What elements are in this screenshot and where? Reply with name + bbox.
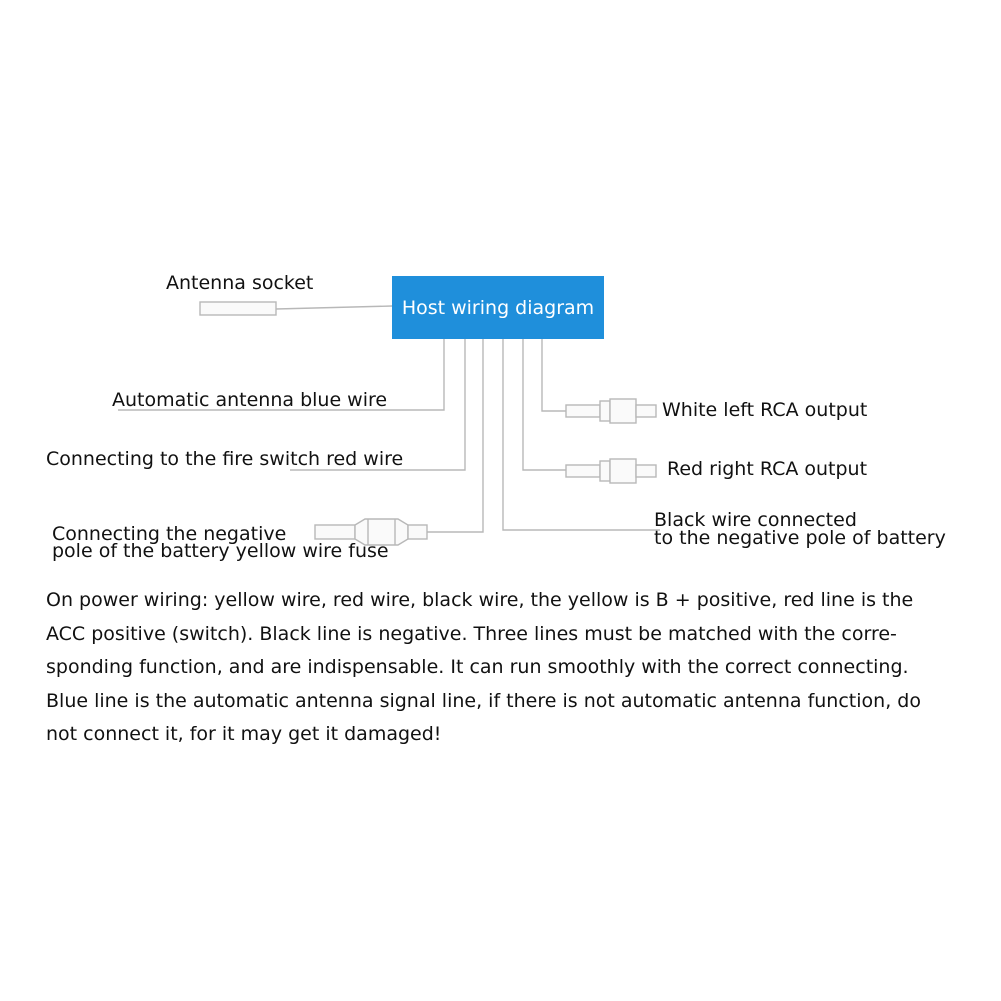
fire-switch-label: Connecting to the fire switch red wire: [46, 448, 404, 470]
description-line: sponding function, and are indispensable. It can run smoothly with the correct connecting.: [46, 656, 909, 678]
red-rca-plug: [566, 459, 656, 483]
description-line: On power wiring: yellow wire, red wire, black wire, the yellow is B + positive, red line is the: [46, 589, 914, 611]
negative-pole-label-line1: Connecting the negative: [52, 523, 287, 545]
white-rca-label: White left RCA output: [662, 399, 868, 421]
antenna-socket-label: Antenna socket: [166, 272, 314, 294]
black-wire-label-line2: to the negative pole of battery: [654, 527, 946, 549]
auto-antenna-label: Automatic antenna blue wire: [112, 389, 388, 411]
red-rca-label: Red right RCA output: [667, 458, 868, 480]
white-rca-wire: [542, 339, 566, 411]
wiring-description: [46, 584, 976, 752]
description-line: Blue line is the automatic antenna signal line, if there is not automatic antenna function, do: [46, 689, 921, 712]
negative-pole-label-line2: pole of the battery yellow wire fuse: [52, 540, 389, 562]
white-rca-plug: [566, 399, 656, 423]
yellow-wire: [427, 339, 483, 532]
description-line: ACC positive (switch). Black line is negative. Three lines must be matched with the corre-: [46, 622, 897, 645]
red-rca-wire: [523, 339, 566, 470]
antenna-socket-connector: [200, 302, 276, 315]
antenna-lead-wire: [276, 306, 392, 309]
black-wire-label-line1: Black wire connected: [654, 509, 857, 531]
description-line: not connect it, for it may get it damaged!: [46, 723, 442, 745]
black-wire: [503, 339, 660, 530]
host-box-title: Host wiring diagram: [392, 276, 604, 339]
